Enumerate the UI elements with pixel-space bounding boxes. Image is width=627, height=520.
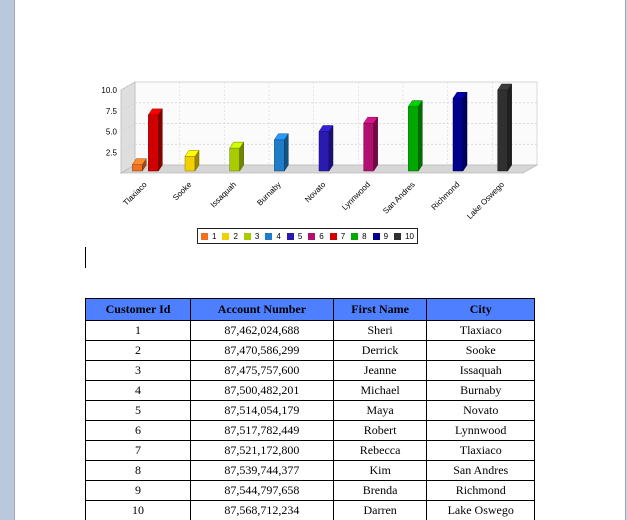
- table-cell: Richmond: [427, 481, 535, 501]
- bar-side: [508, 84, 512, 171]
- legend-item: [373, 232, 388, 241]
- legend-item: [265, 232, 280, 241]
- text-cursor: [85, 247, 86, 268]
- bar-side: [329, 126, 333, 172]
- table-cell: Maya: [333, 401, 427, 421]
- legend-item: [244, 232, 259, 241]
- table-cell: 1: [86, 321, 191, 341]
- table-row: [86, 501, 535, 520]
- customer-table: [85, 298, 535, 520]
- legend-item: [201, 232, 216, 241]
- legend-swatch: [244, 233, 251, 240]
- table-cell: 87,568,712,234: [191, 501, 334, 520]
- legend-swatch: [201, 233, 208, 240]
- table-cell: Darren: [333, 501, 427, 520]
- legend-swatch: [330, 233, 337, 240]
- legend-label: 9: [383, 231, 389, 241]
- legend-swatch: [351, 233, 358, 240]
- legend-item: [330, 232, 345, 241]
- table-cell: 87,500,482,201: [191, 381, 334, 401]
- chart-legend: [197, 228, 418, 244]
- table-cell: 8: [86, 461, 191, 481]
- table-cell: San Andres: [427, 461, 535, 481]
- table-cell: Tlaxiaco: [427, 441, 535, 461]
- bar-front: [274, 140, 284, 171]
- y-tick-label: 7.5: [105, 106, 117, 116]
- table-cell: Issaquah: [427, 361, 535, 381]
- table-cell: Robert: [333, 421, 427, 441]
- table-cell: 87,475,757,600: [191, 361, 334, 381]
- table-cell: Brenda: [333, 481, 427, 501]
- bar-side: [463, 92, 467, 171]
- table-cell: Sheri: [333, 321, 427, 341]
- table-cell: 4: [86, 381, 191, 401]
- table-cell: Derrick: [333, 341, 427, 361]
- bar-series-6: [364, 117, 378, 171]
- legend-item: [394, 232, 414, 241]
- table-row: [86, 441, 535, 461]
- x-tick-label: Richmond: [429, 180, 462, 212]
- bar-front: [148, 115, 158, 171]
- legend-label: 10: [405, 231, 414, 241]
- legend-item: [351, 232, 366, 241]
- legend-swatch: [287, 233, 294, 240]
- y-tick-label: 2.5: [105, 148, 117, 158]
- bar-front: [364, 123, 374, 171]
- bar-side: [284, 134, 288, 171]
- table-cell: Novato: [427, 401, 535, 421]
- x-tick-label: Novato: [303, 180, 328, 205]
- x-tick-label: Tlaxiaco: [121, 180, 149, 208]
- legend-item: [287, 232, 302, 241]
- bar-series-5: [319, 126, 333, 172]
- x-tick-label: Lake Oswego: [465, 180, 507, 222]
- table-cell: 7: [86, 441, 191, 461]
- table-row: [86, 381, 535, 401]
- bar-side: [158, 109, 162, 171]
- viewer-left-margin: [0, 0, 15, 520]
- column-header: Customer Id: [86, 299, 191, 321]
- legend-item: [308, 232, 323, 241]
- table-cell: 6: [86, 421, 191, 441]
- bar-series-9: [453, 92, 467, 171]
- bar-series-4: [274, 134, 288, 171]
- column-header: Account Number: [191, 299, 334, 321]
- legend-swatch: [373, 233, 380, 240]
- bar-front: [185, 156, 195, 171]
- bar-series-7: [148, 109, 162, 171]
- table-cell: Lynnwood: [427, 421, 535, 441]
- legend-item: [222, 232, 237, 241]
- table-cell: Rebecca: [333, 441, 427, 461]
- table-cell: 87,539,744,377: [191, 461, 334, 481]
- table-cell: Jeanne: [333, 361, 427, 381]
- legend-label: 3: [254, 231, 260, 241]
- x-tick-label: Issaquah: [208, 180, 239, 210]
- bar-front: [132, 165, 142, 171]
- bar-front: [453, 98, 463, 171]
- legend-label: 1: [212, 231, 217, 241]
- table-row: [86, 461, 535, 481]
- bar-front: [230, 148, 240, 171]
- bar-chart: [15, 0, 626, 225]
- table-row: [86, 361, 535, 381]
- legend-label: 6: [319, 231, 324, 241]
- table-cell: Burnaby: [427, 381, 535, 401]
- legend-label: 8: [362, 231, 367, 241]
- bar-series-10: [498, 84, 512, 171]
- table-cell: 9: [86, 481, 191, 501]
- legend-swatch: [222, 233, 229, 240]
- y-tick-label: 5.0: [105, 127, 117, 137]
- table-cell: 10: [86, 501, 191, 520]
- column-header: City: [427, 299, 535, 321]
- x-tick-label: Sooke: [171, 180, 194, 203]
- table-cell: 87,521,172,800: [191, 441, 334, 461]
- table-cell: Kim: [333, 461, 427, 481]
- table-cell: 87,544,797,658: [191, 481, 334, 501]
- table-cell: 5: [86, 401, 191, 421]
- table-row: [86, 401, 535, 421]
- y-tick-label: 10.0: [101, 86, 117, 95]
- bar-side: [374, 117, 378, 171]
- legend-label: 4: [276, 231, 281, 241]
- bar-front: [319, 132, 329, 172]
- bar-front: [498, 90, 508, 171]
- legend-label: 5: [297, 231, 303, 241]
- bar-series-2: [185, 150, 199, 171]
- column-header: First Name: [333, 299, 427, 321]
- table-cell: 3: [86, 361, 191, 381]
- legend-swatch: [394, 233, 401, 240]
- table-cell: 87,514,054,179: [191, 401, 334, 421]
- legend-label: 7: [340, 231, 346, 241]
- table-cell: 87,462,024,688: [191, 321, 334, 341]
- table-cell: 87,517,782,449: [191, 421, 334, 441]
- bar-series-3: [230, 142, 244, 171]
- table-cell: Tlaxiaco: [427, 321, 535, 341]
- legend-swatch: [265, 233, 272, 240]
- table-cell: Lake Oswego: [427, 501, 535, 520]
- bar-side: [418, 101, 422, 171]
- bar-series-8: [408, 101, 422, 171]
- legend-label: 2: [233, 231, 238, 241]
- table-row: [86, 481, 535, 501]
- x-tick-label: Lynnwood: [340, 180, 373, 213]
- table-row: [86, 321, 535, 341]
- table-cell: 2: [86, 341, 191, 361]
- x-tick-label: San Andres: [381, 180, 417, 216]
- table-cell: Michael: [333, 381, 427, 401]
- report-page: [14, 0, 626, 520]
- table-row: [86, 341, 535, 361]
- table-cell: Sooke: [427, 341, 535, 361]
- legend-swatch: [308, 233, 315, 240]
- bar-front: [408, 107, 418, 171]
- table-row: [86, 421, 535, 441]
- table-cell: 87,470,586,299: [191, 341, 334, 361]
- x-tick-label: Burnaby: [255, 180, 283, 208]
- table-header-row: [86, 299, 535, 321]
